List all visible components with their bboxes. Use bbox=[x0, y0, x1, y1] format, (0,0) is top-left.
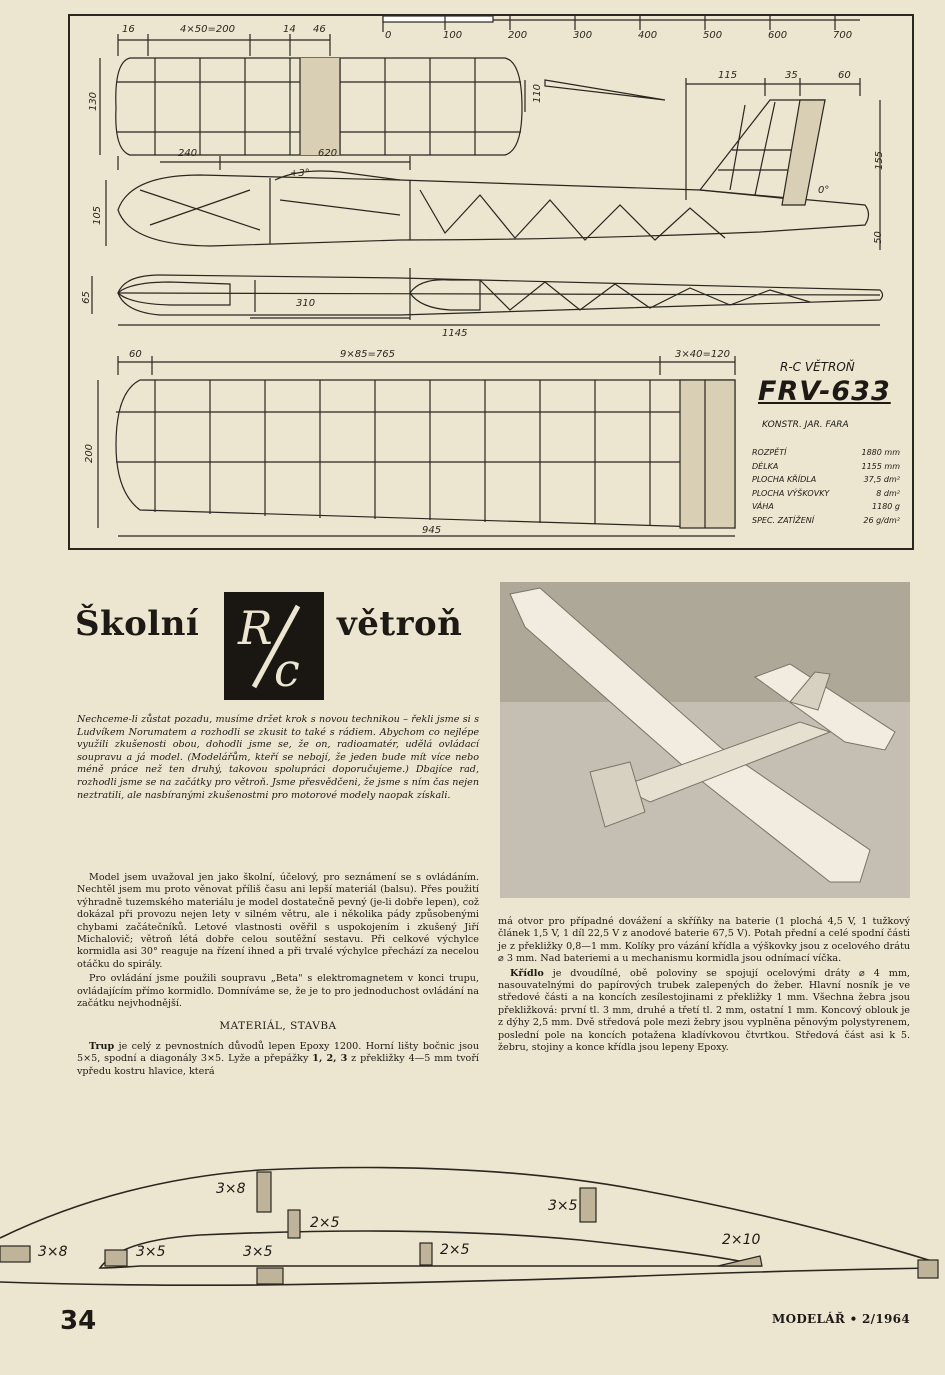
dim-label: 16 bbox=[122, 24, 135, 35]
tail-section bbox=[545, 80, 665, 100]
dim-label: 200 bbox=[84, 443, 96, 464]
designer: KONSTR. JAR. FARA bbox=[762, 420, 849, 430]
dim-label: 240 bbox=[178, 148, 198, 159]
spec-row: PLOCHA VÝŠKOVKY 8 dm² bbox=[752, 488, 900, 498]
scale-label: 200 bbox=[508, 30, 528, 41]
dim-label: +3° bbox=[290, 168, 310, 179]
section-heading: MATERIÁL, STAVBA bbox=[219, 1020, 337, 1033]
paragraph: Pro ovládání jsme použili soupravu „Beta" s elektromagnetem v konci trupu, ovládajícím přímo kormidlo. Domníváme se, že je to pro jednoduchost ovládání na začátku nejvhodnější. bbox=[77, 973, 479, 1010]
scale-label: 500 bbox=[703, 30, 723, 41]
spec-row: SPEC. ZATÍŽENÍ 26 g/dm² bbox=[752, 515, 900, 525]
dim-label: 155 bbox=[874, 150, 886, 171]
profile-label: 2×5 bbox=[440, 1242, 470, 1258]
dim-label: 620 bbox=[318, 148, 338, 159]
page-number: 34 bbox=[60, 1306, 97, 1336]
profile-label: 3×8 bbox=[216, 1181, 246, 1197]
fuselage-side bbox=[106, 100, 869, 246]
dim-label: 50 bbox=[872, 231, 884, 244]
spec-row: VÁHA 1180 g bbox=[752, 502, 900, 511]
dim-label: 65 bbox=[80, 291, 92, 304]
profile-label: 2×10 bbox=[722, 1232, 761, 1248]
svg-text:c: c bbox=[274, 643, 300, 697]
dim-label: 0° bbox=[818, 185, 830, 196]
dim-label: 945 bbox=[422, 525, 442, 536]
model-type: R-C VĚTROŇ bbox=[780, 360, 855, 374]
fuselage-top bbox=[92, 268, 883, 325]
spec-row: DÉLKA 1155 mm bbox=[752, 461, 900, 471]
article-intro: Nechceme-li zůstat pozadu, musíme držet krok s novou technikou – řekli jsme si s Ludvíkem Norumatem a rozhodli se zkusit to také s rádiem. Abychom co nejlépe využili zkušenosti obou, dohodli jsme se, že on, radioamatér, udělá ovládací soupravu a já model. (Modelářům, kteří se nebojí, že jeden bude mít více nebo méně práce než ten druhý, takovou spolupráci doporučujeme.) Dbajíce rad, rozhodli jsme se na začátky pro větroň. Jsme přesvědčeni, že jsme s ním čas nejen neztratili, ale nasbíranými zkušenostmi pro motorové modely naopak získali. bbox=[77, 714, 479, 801]
dim-label: 3×40=120 bbox=[675, 349, 730, 360]
wing-plan bbox=[98, 356, 735, 536]
scale-label: 0 bbox=[385, 30, 392, 41]
paragraph: Model jsem uvažoval jen jako školní, účelový, pro seznámení se s ovládáním. Nechtěl jsem mu proto věnovat příliš času ani lepší materiál (balsu). Přes použití výhradně tuzemského materiálu je model dostatečně pevný (je-li dobře lepen), což dokázal při provozu nejen lety v silném větru, ale i několika pády způsobenými chybami začátečníků. Letové vlastnosti ověřil s uspokojením i zkušený Jiří Michalovič; větroň létá dobře celou soutěžní sestavu. Při celkové výchylce kormidla asi 30° reaguje na řízení ihned a při trvalé výchylce přechází za necelou otáčku do spirály. bbox=[77, 872, 479, 970]
dim-label: 60 bbox=[129, 349, 142, 360]
dim-label: 310 bbox=[296, 298, 316, 309]
magazine-issue: MODELÁŘ • 2/1964 bbox=[772, 1312, 910, 1326]
scale-label: 300 bbox=[573, 30, 593, 41]
dim-label: 110 bbox=[532, 83, 544, 104]
dim-label: 1145 bbox=[442, 328, 468, 339]
article-title-right: větroň bbox=[337, 604, 463, 644]
dim-label: 115 bbox=[718, 70, 738, 81]
spec-table bbox=[752, 446, 900, 527]
svg-text:R: R bbox=[238, 601, 273, 655]
article-column-left bbox=[77, 872, 479, 1080]
model-name: FRV-633 bbox=[758, 376, 891, 407]
paragraph: Křídlo je dvoudílné, obě poloviny se spojují ocelovými dráty ⌀ 4 mm, nasouvatelnými do papírových trubek zalepených do žeber. Hlavní nosník je ve středové části a na koncích zesílestojinami z překližky 1 mm. Všechna žebra jsou překližková: první tl. 3 mm, druhé a třetí tl. 2 mm, ostatní 1 mm. Koncový oblouk je z dýhy 2,5 mm. Dvě středová pole mezi žebry jsou vyplněna pěnovým polystyrenem, poslední pole na koncích potažena kladívkovou čtvrtkou. Středová část asi k 5. žebru, stojiny a konce křídla jsou lepeny Epoxy. bbox=[498, 967, 910, 1054]
dim-label: 4×50=200 bbox=[180, 24, 235, 35]
rc-logo bbox=[224, 592, 324, 700]
dim-label: 60 bbox=[838, 70, 851, 81]
stabilizer-plan bbox=[100, 34, 522, 155]
paragraph: má otvor pro případné dovážení a skříňky na baterie (1 plochá 4,5 V, 1 tužkový článek 1,5 V, 1 díl 22,5 V z anodové baterie 67,5 V). Potah přední a celé spodní části je z překližky 0,8—1 mm. Kolíky pro vázání křídla a výškovky jsou z ocelového drátu ⌀ 3 mm. Nad bateriemi a u mechanismu kormidla jsou odnímací víčka. bbox=[498, 916, 910, 965]
spec-row: ROZPĚTÍ 1880 mm bbox=[752, 448, 900, 457]
profile-label: 3×8 bbox=[38, 1244, 68, 1260]
article-column-right bbox=[498, 916, 910, 1056]
scale-label: 400 bbox=[638, 30, 658, 41]
paragraph: Trup je celý z pevnostních důvodů lepen Epoxy 1200. Horní lišty bočnic jsou 5×5, spodní a diagonály 3×5. Lyže a přepážky 1, 2, 3 z překližky 4—5 mm tvoří vpředu kostru hlavice, která bbox=[77, 1040, 479, 1077]
glider-photo bbox=[500, 582, 910, 898]
profile-label: 2×5 bbox=[310, 1215, 340, 1231]
scale-label: 600 bbox=[768, 30, 788, 41]
dim-label: 9×85=765 bbox=[340, 349, 395, 360]
dim-label: 46 bbox=[313, 24, 326, 35]
dim-label: 35 bbox=[785, 70, 798, 81]
dim-label: 130 bbox=[88, 91, 100, 112]
spec-row: PLOCHA KŘÍDLA 37,5 dm² bbox=[752, 475, 900, 484]
dim-label: 105 bbox=[92, 205, 104, 226]
article-title-left: Školní bbox=[75, 604, 200, 644]
scale-label: 100 bbox=[443, 30, 463, 41]
profile-label: 3×5 bbox=[136, 1244, 166, 1260]
scale-label: 700 bbox=[833, 30, 853, 41]
profile-label: 3×5 bbox=[243, 1244, 273, 1260]
dim-label: 14 bbox=[283, 24, 296, 35]
profile-label: 3×5 bbox=[548, 1198, 578, 1214]
